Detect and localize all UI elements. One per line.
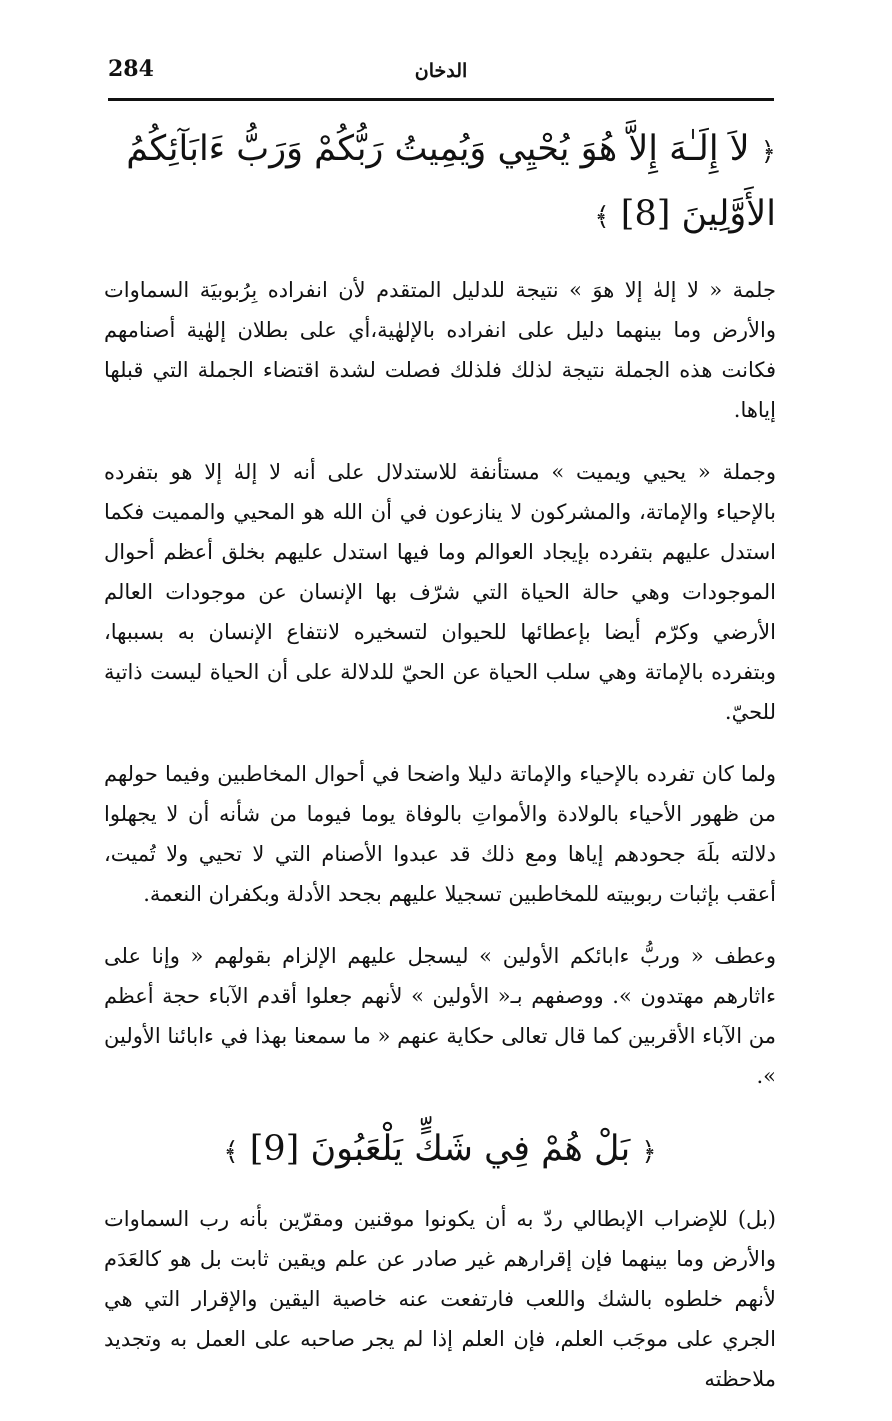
- verse-8-number: [8]: [620, 194, 671, 234]
- page-body: [104, 118, 776, 1421]
- verse-close-ornament: ﴾: [223, 1137, 239, 1167]
- verse-8: [104, 118, 776, 248]
- verse-close-ornament: ﴾: [594, 202, 610, 232]
- header-rule: [108, 98, 774, 101]
- commentary-paragraph-1: جلمة « لا إلهٰ إلا هوَ » نتيجة للدليل المتقدم لأن انفراده بِرُبوبيَة السماوات والأرض وما بينهما دليل على انفراده بالإلهٰية،أي على بطلان إلهٰية أصنامهم فكانت هذه الجملة نتيجة لذلك فلذلك فصلت لشدة اقتضاء الجملة التي قبلها إياها.: [104, 278, 777, 422]
- verse-open-ornament: ﴿: [641, 1137, 657, 1167]
- verse-9-number: [9]: [249, 1129, 300, 1169]
- surah-title: الدخان: [414, 60, 468, 82]
- commentary-paragraph-2: وجملة « يحيي ويميت » مستأنفة للاستدلال على أنه لا إلهٰ إلا هو بتفرده بالإحياء والإماتة، والمشركون لا ينازعون في أن الله هو المحيي والمميت فكما استدل عليهم بتفرده بإيجاد العوالم وما فيها استدل عليهم بخلق أعظم أحوال الموجودات وهي حالة الحياة التي شرّف بها الإنسان عن موجودات العالم الأرضي وكرّم أيضا بإعطائها للحيوان لتسخيره لانتفاع الإنسان به بسببها، وبتفرده بالإماتة وهي سلب الحياة عن الحيّ للدلالة على أن الحياة ليست ذاتية للحيّ.: [104, 460, 776, 724]
- page-number: 284: [108, 56, 154, 82]
- page-header: [108, 52, 774, 92]
- commentary-paragraph-4: وعطف « وربُّ ءابائكم الأولين » ليسجل عليهم الإلزام بقولهم « وإنا على ءاثارهم مهتدون ». ووصفهم بـ« الأولين » لأنهم جعلوا أقدم الآباء حجة أعظم من الآباء الأقربين كما قال تعالى حكاية عنهم « ما سمعنا بهذا في ءابائنا الأولين ».: [104, 944, 776, 1088]
- verse-8-text: لاَ إِلَـٰهَ إِلاَّ هُوَ يُحْيِي وَيُمِيتُ رَبُّكُمْ وَرَبُّ ءَابَآئِكُمُ الأَوَّلِينَ: [126, 129, 776, 234]
- commentary-paragraph-3: ولما كان تفرده بالإحياء والإماتة دليلا واضحا في أحوال المخاطبين وفيما حولهم من ظهور الأحياء بالولادة والأمواتِ بالوفاة يوما فيوما من شأنه أن لا يجهلوا دلالته بلَهَ جحودهم إياها ومع ذلك قد عبدوا الأصنام التي لا تحيي ولا تُميت، أعقب بإثبات ربوبيته للمخاطبين تسجيلا عليهم بجحد الأدلة وبكفران النعمة.: [104, 762, 776, 906]
- verse-open-ornament: ﴿: [760, 137, 776, 167]
- commentary-paragraph-5: (بل) للإضراب الإبطالي ردّ به أن يكونوا موقنين ومقرّين بأنه رب السماوات والأرض وما بينهما فإن إقرارهم غير صادر عن علم ويقين ثابت بل هو كالعَدَم لأنهم خلطوه بالشك واللعب فارتفعت عنه خاصية اليقين والإقرار التي هي الجري على موجَب العلم، فإن العلم إذا لم يجر صاحبه على العمل به وتجديد ملاحظته: [104, 1207, 776, 1391]
- verse-9-text: بَلْ هُمْ فِي شَكٍّ يَلْعَبُونَ: [310, 1129, 631, 1169]
- verse-9: [104, 1118, 776, 1183]
